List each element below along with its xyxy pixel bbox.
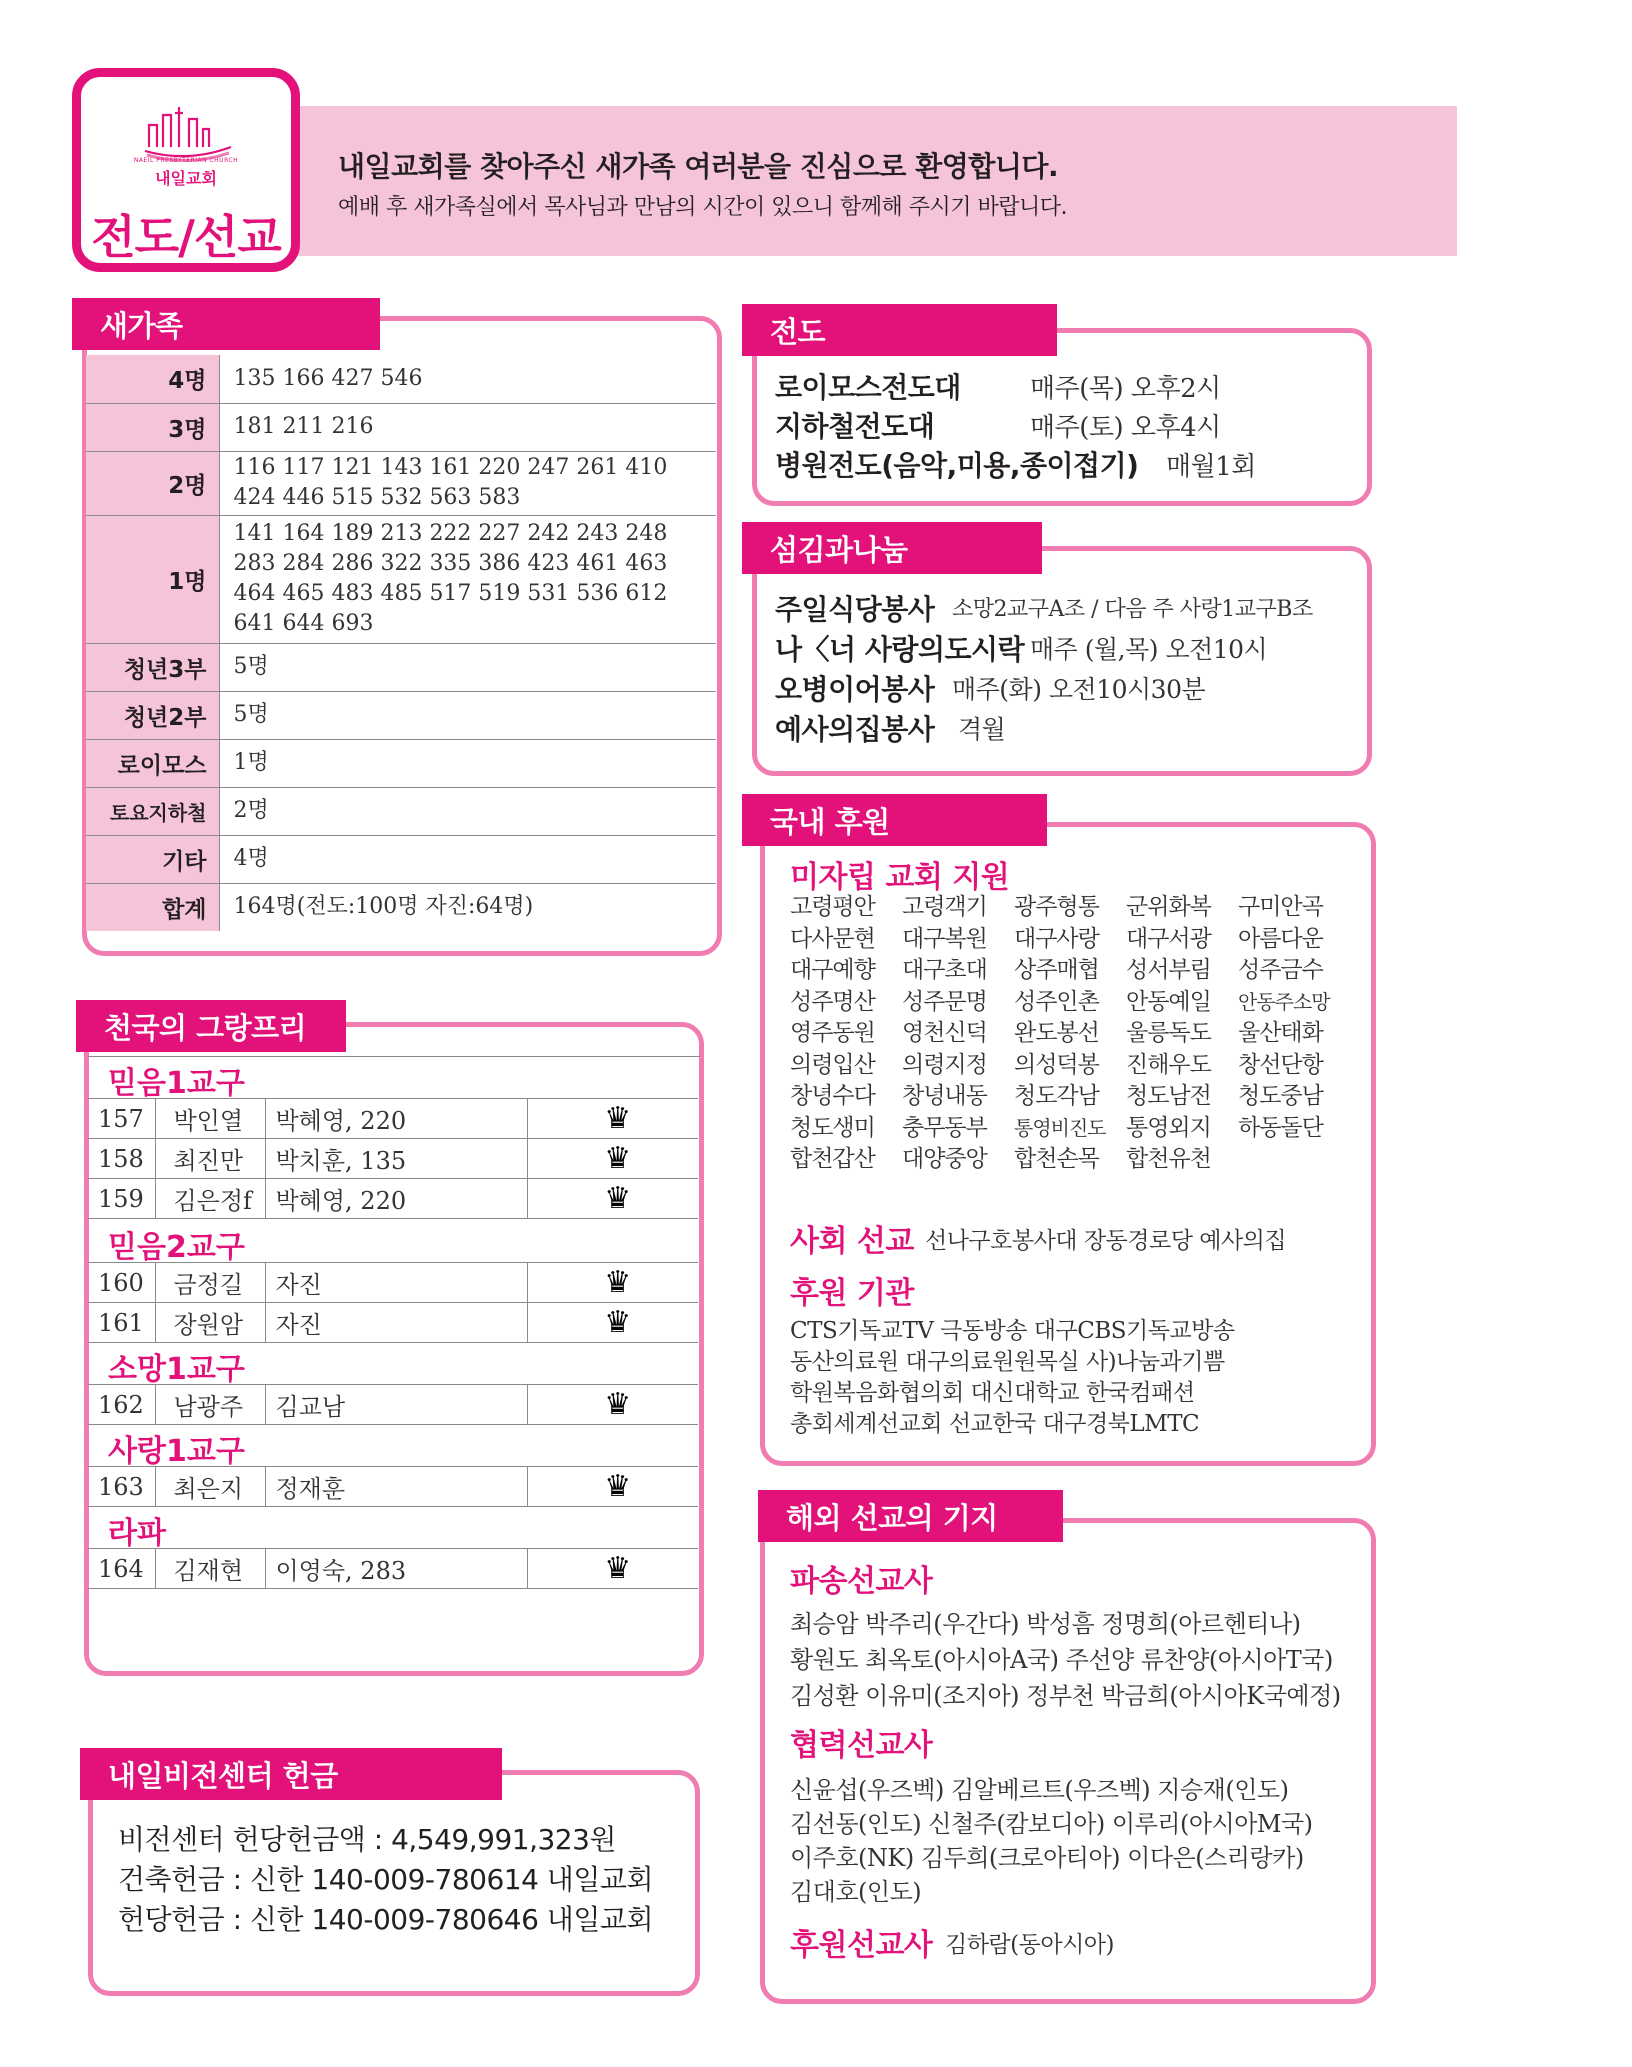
churches-title: 미자립 교회 지원 bbox=[790, 860, 1010, 895]
table-row bbox=[88, 1549, 698, 1589]
church-row bbox=[790, 892, 1350, 924]
serving-name: 주일식당봉사 bbox=[775, 593, 935, 626]
church-name: 청도남전 bbox=[1126, 1083, 1211, 1109]
group-table bbox=[88, 1262, 698, 1343]
coop-line: 이주호(NK) 김두희(크로아티아) 이다은(스리랑카) bbox=[790, 1844, 1304, 1872]
church-name: 군위화복 bbox=[1126, 894, 1211, 920]
crown-icon: ♛ bbox=[527, 1139, 698, 1179]
church-name: 영천신덕 bbox=[902, 1020, 987, 1046]
agency-line: CTS기독교TV 극동방송 대구CBS기독교방송 bbox=[790, 1318, 1235, 1344]
sent-title: 파송선교사 bbox=[790, 1564, 933, 1599]
church-name: 합천손목 bbox=[1014, 1146, 1099, 1172]
crown-icon: ♛ bbox=[527, 1099, 698, 1139]
crown-icon: ♛ bbox=[527, 1179, 698, 1219]
new-family-title: 새가족 bbox=[72, 298, 380, 350]
cell-name: 김재현 bbox=[155, 1549, 265, 1589]
table-row bbox=[86, 355, 716, 403]
row-value: 2명 bbox=[219, 787, 716, 835]
church-name: 청도생미 bbox=[790, 1114, 875, 1141]
serving-when: 매주(화) 오전10시30분 bbox=[952, 675, 1206, 704]
table-row bbox=[86, 451, 716, 515]
table-row bbox=[88, 1263, 698, 1303]
crown-icon: ♛ bbox=[527, 1385, 698, 1425]
serving-when: 격월 bbox=[958, 715, 1006, 744]
church-name: 성주금수 bbox=[1238, 957, 1323, 983]
row-value: 135 166 427 546 bbox=[219, 355, 716, 403]
church-name: 창선단항 bbox=[1238, 1051, 1323, 1078]
table-row bbox=[86, 643, 716, 691]
sent-line: 최승암 박주리(우간다) 박성흠 정명희(아르헨티나) bbox=[790, 1610, 1301, 1638]
row-value: 116 117 121 143 161 220 247 261 410 424 446 515 532 563 583 bbox=[219, 451, 716, 515]
evangelism-name: 병원전도(음악,미용,종이접기) bbox=[775, 449, 1139, 482]
church-name: 광주형통 bbox=[1014, 894, 1099, 920]
crown-icon: ♛ bbox=[527, 1549, 698, 1589]
table-row bbox=[88, 1467, 698, 1507]
table-row bbox=[86, 883, 716, 931]
row-label: 기타 bbox=[86, 835, 219, 883]
serving-title: 섬김과나눔 bbox=[742, 522, 1042, 574]
church-name: 의령입산 bbox=[790, 1051, 875, 1078]
church-name: 성서부림 bbox=[1126, 957, 1211, 983]
cell-name: 장원암 bbox=[155, 1303, 265, 1343]
table-row bbox=[86, 403, 716, 451]
row-label: 합계 bbox=[86, 883, 219, 931]
table-row bbox=[88, 1385, 698, 1425]
church-name: 고령객기 bbox=[902, 894, 987, 920]
evangelism-title: 전도 bbox=[742, 304, 1057, 356]
vision-center-title: 내일비전센터 헌금 bbox=[80, 1748, 502, 1800]
cell-no: 157 bbox=[88, 1099, 155, 1139]
vision-line-2: 건축헌금 : 신한 140-009-780614 내일교회 bbox=[118, 1863, 653, 1896]
row-value: 5명 bbox=[219, 643, 716, 691]
group-heading: 사랑1교구 bbox=[108, 1434, 245, 1469]
church-name bbox=[1238, 1144, 1350, 1176]
overseas-title: 해외 선교의 기지 bbox=[758, 1490, 1063, 1542]
coop-line: 김대호(인도) bbox=[790, 1878, 922, 1906]
table-row bbox=[88, 1179, 698, 1219]
group-heading: 믿음1교구 bbox=[108, 1066, 245, 1101]
church-name: 충무동부 bbox=[902, 1114, 987, 1141]
serving-name: 예사의집봉사 bbox=[775, 713, 935, 746]
table-row bbox=[86, 515, 716, 643]
church-name: 아름다운 bbox=[1238, 925, 1323, 952]
church-row bbox=[790, 987, 1350, 1019]
church-name: 성주명산 bbox=[790, 988, 875, 1015]
crown-icon: ♛ bbox=[527, 1303, 698, 1343]
church-name: 구미안곡 bbox=[1238, 894, 1323, 920]
row-value: 181 211 216 bbox=[219, 403, 716, 451]
church-row bbox=[790, 955, 1350, 987]
row-label: 1명 bbox=[86, 515, 219, 643]
group-table bbox=[88, 1548, 698, 1589]
cell-by: 박혜영, 220 bbox=[265, 1099, 527, 1139]
social-title: 사회 선교 bbox=[790, 1224, 914, 1259]
cell-name: 박인열 bbox=[155, 1099, 265, 1139]
group-table bbox=[88, 1098, 698, 1219]
row-label: 로이모스 bbox=[86, 739, 219, 787]
church-row bbox=[790, 924, 1350, 956]
church-name: 청도각남 bbox=[1014, 1083, 1099, 1109]
new-family-table bbox=[86, 355, 716, 931]
church-name: 창녕수다 bbox=[790, 1083, 875, 1109]
group-heading: 라파 bbox=[108, 1516, 166, 1551]
row-label: 청년3부 bbox=[86, 643, 219, 691]
support-text: 김하람(동아시아) bbox=[945, 1932, 1114, 1958]
cell-name: 남광주 bbox=[155, 1385, 265, 1425]
church-name: 대구사랑 bbox=[1014, 925, 1099, 952]
church-row bbox=[790, 1113, 1350, 1145]
cell-name: 김은정f bbox=[155, 1179, 265, 1219]
serving-when: 매주 (월,목) 오전10시 bbox=[1030, 635, 1268, 664]
cell-no: 161 bbox=[88, 1303, 155, 1343]
table-row bbox=[86, 739, 716, 787]
domestic-title: 국내 후원 bbox=[742, 794, 1047, 846]
church-row bbox=[790, 1144, 1350, 1176]
cell-no: 160 bbox=[88, 1263, 155, 1303]
row-value: 164명(전도:100명 자진:64명) bbox=[233, 894, 534, 920]
row-value: 141 164 189 213 222 227 242 243 248 283 284 286 322 335 386 423 461 463 464 465 483 485 517 519 531 536 612 641 644 693 bbox=[219, 515, 716, 643]
cell-name: 최은지 bbox=[155, 1467, 265, 1507]
church-name: 대구서광 bbox=[1126, 925, 1211, 952]
row-label: 청년2부 bbox=[86, 691, 219, 739]
cell-no: 159 bbox=[88, 1179, 155, 1219]
church-name: 안동예일 bbox=[1126, 988, 1211, 1015]
church-row bbox=[790, 1081, 1350, 1113]
agency-line: 동산의료원 대구의료원원목실 사)나눔과기쁨 bbox=[790, 1349, 1225, 1375]
church-name: 성주인촌 bbox=[1014, 988, 1099, 1015]
church-name: 고령평안 bbox=[790, 894, 875, 920]
evangelism-when: 매주(토) 오후4시 bbox=[1030, 413, 1221, 443]
evangelism-when: 매주(목) 오후2시 bbox=[1030, 374, 1221, 404]
divider bbox=[88, 1056, 700, 1057]
table-row bbox=[88, 1303, 698, 1343]
row-label: 4명 bbox=[86, 355, 219, 403]
table-row bbox=[86, 787, 716, 835]
vision-line-3: 헌당헌금 : 신한 140-009-780646 내일교회 bbox=[118, 1903, 653, 1936]
church-name: 합천유천 bbox=[1126, 1146, 1211, 1172]
church-name: 통영비진도 bbox=[1014, 1115, 1106, 1140]
cell-by: 자진 bbox=[265, 1303, 527, 1343]
church-name: 성주문명 bbox=[902, 988, 987, 1015]
row-label: 토요지하철 bbox=[86, 787, 219, 835]
churches-grid bbox=[790, 892, 1350, 1176]
table-row bbox=[86, 691, 716, 739]
church-name: 진해우도 bbox=[1126, 1051, 1211, 1078]
church-name: 의성덕봉 bbox=[1014, 1051, 1099, 1078]
church-name: 상주매협 bbox=[1014, 957, 1099, 983]
church-name: 다사문현 bbox=[790, 925, 875, 952]
row-value: 1명 bbox=[219, 739, 716, 787]
church-row bbox=[790, 1018, 1350, 1050]
row-label: 3명 bbox=[86, 403, 219, 451]
agency-line: 학원복음화협의회 대신대학교 한국컴패션 bbox=[790, 1380, 1195, 1406]
cell-name: 최진만 bbox=[155, 1139, 265, 1179]
church-name: 의령지정 bbox=[902, 1051, 987, 1078]
coop-line: 김선동(인도) 신철주(캄보디아) 이루리(아시아M국) bbox=[790, 1810, 1313, 1838]
welcome-line-2: 예배 후 새가족실에서 목사님과 만남의 시간이 있으니 함께해 주시기 바랍니다. bbox=[338, 195, 1067, 220]
welcome-line-1: 내일교회를 찾아주신 새가족 여러분을 진심으로 환영합니다. bbox=[338, 150, 1059, 183]
cell-by: 정재훈 bbox=[265, 1467, 527, 1507]
church-name: 하동돌단 bbox=[1238, 1114, 1323, 1141]
church-name: 대구복원 bbox=[902, 925, 987, 952]
table-row bbox=[86, 835, 716, 883]
church-row bbox=[790, 1050, 1350, 1082]
sent-line: 김성환 이유미(조지아) 정부천 박금희(아시아K국예정) bbox=[790, 1682, 1341, 1710]
coop-line: 신윤섭(우즈벡) 김알베르트(우즈벡) 지승재(인도) bbox=[790, 1776, 1289, 1804]
church-name: 통영외지 bbox=[1126, 1114, 1211, 1141]
cell-no: 158 bbox=[88, 1139, 155, 1179]
row-label: 2명 bbox=[86, 451, 219, 515]
support-title: 후원선교사 bbox=[790, 1928, 933, 1963]
sent-line: 황원도 최옥토(아시아A국) 주선양 류찬양(아시아T국) bbox=[790, 1646, 1333, 1674]
church-name: 합천갑산 bbox=[790, 1146, 875, 1172]
vision-line-1: 비전센터 헌당헌금액 : 4,549,991,323원 bbox=[118, 1823, 616, 1856]
logo-en-text: NAEIL PRESBYTERIAN CHURCH bbox=[133, 157, 239, 164]
social-text: 선나구호봉사대 장동경로당 예사의집 bbox=[925, 1228, 1287, 1254]
row-value: 4명 bbox=[219, 835, 716, 883]
group-heading: 소망1교구 bbox=[108, 1352, 245, 1387]
coop-title: 협력선교사 bbox=[790, 1728, 933, 1763]
group-table bbox=[88, 1466, 698, 1507]
logo-box bbox=[72, 68, 300, 272]
evangelism-name: 지하철전도대 bbox=[775, 410, 935, 443]
cell-name: 금정길 bbox=[155, 1263, 265, 1303]
row-value: 5명 bbox=[219, 691, 716, 739]
church-logo-icon bbox=[143, 103, 233, 163]
crown-icon: ♛ bbox=[527, 1467, 698, 1507]
grand-prix-title: 천국의 그랑프리 bbox=[76, 1000, 346, 1052]
church-name: 대구초대 bbox=[902, 957, 987, 983]
crown-icon: ♛ bbox=[527, 1263, 698, 1303]
cell-no: 162 bbox=[88, 1385, 155, 1425]
group-table bbox=[88, 1384, 698, 1425]
church-name: 울릉독도 bbox=[1126, 1020, 1211, 1046]
page-number: 6 bbox=[1592, 254, 1632, 322]
church-name: 완도봉선 bbox=[1014, 1020, 1099, 1046]
cell-by: 박혜영, 220 bbox=[265, 1179, 527, 1219]
church-name: 창녕내동 bbox=[902, 1083, 987, 1109]
church-name: 청도중남 bbox=[1238, 1083, 1323, 1109]
agency-title: 후원 기관 bbox=[790, 1276, 914, 1311]
church-name: 울산태화 bbox=[1238, 1020, 1323, 1046]
agency-line: 총회세계선교회 선교한국 대구경북LMTC bbox=[790, 1411, 1200, 1437]
section-title: 전도/선교 bbox=[91, 210, 281, 264]
cell-no: 163 bbox=[88, 1467, 155, 1507]
cell-by: 이영숙, 283 bbox=[265, 1549, 527, 1589]
serving-name: 오병이어봉사 bbox=[775, 673, 935, 706]
serving-when: 소망2교구A조 / 다음 주 사랑1교구B조 bbox=[952, 597, 1313, 622]
evangelism-when: 매월1회 bbox=[1166, 452, 1256, 482]
serving-name: 나〈너 사랑의도시락 bbox=[775, 633, 1025, 666]
cell-by: 자진 bbox=[265, 1263, 527, 1303]
group-heading: 믿음2교구 bbox=[108, 1230, 245, 1265]
evangelism-name: 로이모스전도대 bbox=[775, 371, 961, 404]
church-name: 안동주소망 bbox=[1238, 989, 1330, 1014]
church-name: 영주동원 bbox=[790, 1020, 875, 1046]
cell-by: 박치훈, 135 bbox=[265, 1139, 527, 1179]
church-name: 대구예향 bbox=[790, 957, 875, 983]
table-row bbox=[88, 1139, 698, 1179]
cell-no: 164 bbox=[88, 1549, 155, 1589]
church-name: 대양중앙 bbox=[902, 1146, 987, 1172]
cell-by: 김교남 bbox=[265, 1385, 527, 1425]
logo-ko-text: 내일교회 bbox=[155, 169, 217, 188]
table-row bbox=[88, 1099, 698, 1139]
